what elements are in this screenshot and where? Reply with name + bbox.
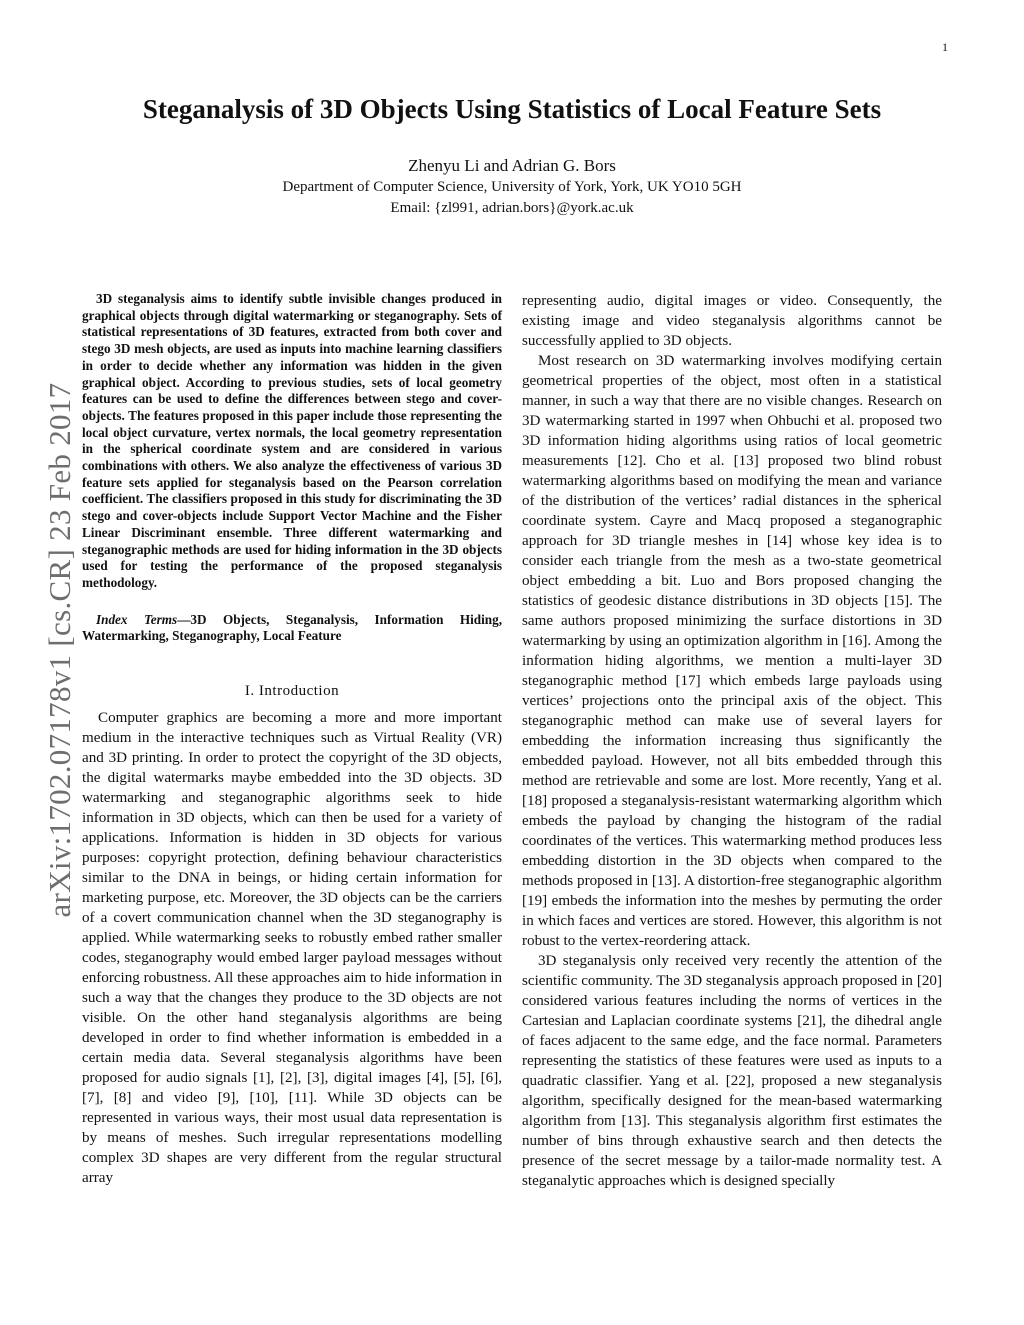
index-terms xyxy=(82,612,502,645)
left-column xyxy=(82,291,502,1188)
right-paragraph-1: representing audio, digital images or video. Consequently, the existing image and video steganalysis algorithms cannot be successfully applied to 3D objects. xyxy=(522,293,942,349)
abstract: 3D steganalysis aims to identify subtle invisible changes produced in graphical objects through digital watermarking or steganography. Sets of statistical representations of 3D features, extracted from both cover and stego 3D mesh objects, are used as inputs into machine learning classifiers in order to decide whether any information was hidden in the given graphical object. According to previous studies, sets of local geometry features can be used to define the differences between stego and cover-objects. The features proposed in this paper include those representing the local object curvature, vertex normals, the local geometry representation in the spherical coordinate system and are considered in various combinations with others. We also analyze the effectiveness of various 3D feature sets applied for steganalysis based on the Pearson correlation coefficient. The classifiers proposed in this study for discriminating the 3D stego and cover-objects include Support Vector Machine and the Fisher Linear Discriminant ensemble. Three different watermarking and steganographic methods are used for hiding information in the 3D objects used for testing the performance of the proposed steganalysis methodology. xyxy=(82,291,502,590)
right-column xyxy=(522,291,942,1191)
index-terms-label: Index Terms xyxy=(96,611,178,627)
authors: Zhenyu Li and Adrian G. Bors xyxy=(408,156,616,175)
right-paragraph-2: Most research on 3D watermarking involves modifying certain geometrical properties of the object, most often in a statistical manner, in such a way that there are no visible changes. Research on 3D watermarking started in 1997 when Ohbuchi et al. proposed two 3D information hiding algorithms using ratios of local geometric measurements [12]. Cho et al. [13] proposed two blind robust watermarking algorithms based on modifying the mean and variance of the distribution of the vertices’ radial distances in the spherical coordinate system. Cayre and Macq proposed a steganographic approach for 3D triangle meshes in [14] whose key idea is to consider each triangle from the mesh as a two-state geometrical object embedding a bit. Luo and Bors proposed changing the statistics of geodesic distance distributions in 3D objects [15]. The same authors proposed minimizing the surface distortions in 3D watermarking by using an optimization algorithm in [16]. Among the information hiding algorithms, we mention a multi-layer 3D steganographic method [17] which embeds large payloads using vertices’ projections onto the principal axis of the object. This steganographic method can make use of several layers for embedding the information increasing thus significantly the embedded payload. However, not all bits embedded through this method are retrievable and some are lost. More recently, Yang et al. [18] proposed a steganalysis-resistant watermarking algorithm which embeds the payload by changing the histogram of the radial coordinates of the vertices. This watermarking method produces less embedding distortion in the 3D objects when compared to the methods proposed in [13]. A distortion-free steganographic algorithm [19] embeds the information into the meshes by permuting the order in which faces and vertices are stored. However, this algorithm is not robust to the vertex-reordering attack. xyxy=(522,353,942,949)
section-heading-introduction: I. Introduction xyxy=(244,683,340,700)
paper-title: Steganalysis of 3D Objects Using Statistics of Local Feature Sets xyxy=(142,94,882,124)
intro-paragraph: Computer graphics are becoming a more and more important medium in the interactive techniques such as Virtual Reality (VR) and 3D printing. In order to protect the copyright of the 3D objects, the digital watermarks maybe embedded into the 3D objects. 3D watermarking and steganographic algorithms seek to hide information in 3D objects, which can then be used for a variety of applications. Information is hidden in 3D objects for various purposes: copyright protection, defining behaviour characteristics similar to the DNA in beings, or hiding certain information for marketing purpose, etc. Moreover, the 3D objects can be the carriers of a covert communication channel when the 3D steganography is applied. While watermarking seeks to robustly embed rather smaller codes, steganography would embed larger payload messages without enforcing robustness. All these approaches aim to hide information in such a way that the changes they produce to the 3D objects are not visible. On the other hand steganalysis algorithms are being developed in order to find whether information is embedded in a certain media data. Several steganalysis algorithms have been proposed for audio signals [1], [2], [3], digital images [4], [5], [6], [7], [8] and video [9], [10], [11]. While 3D objects can be represented in various ways, their most usual data representation is by means of meshes. Such irregular representations modelling complex 3D shapes are very different from the regular structural array xyxy=(82,710,503,1187)
arxiv-stamp: arXiv:1702.07178v1 [cs.CR] 23 Feb 2017 xyxy=(42,382,77,918)
affiliation: Department of Computer Science, University of York, York, UK YO10 5GH xyxy=(282,179,742,195)
page-number: 1 xyxy=(942,40,948,54)
index-terms-list: —3D Objects, Steganalysis, Information Hiding, Watermarking, Steganography, Local Feature xyxy=(82,611,502,644)
email: Email: {zl991, adrian.bors}@york.ac.uk xyxy=(390,200,634,216)
right-paragraph-3: 3D steganalysis only received very recently the attention of the scientific community. The 3D steganalysis approach proposed in [20] considered various features including the norms of vertices in the Cartesian and Laplacian coordinate systems [21], the dihedral angle of faces adjacent to the same edge, and the face normal. Parameters representing the statistics of these features were used as inputs to a quadratic classifier. Yang et al. [22], proposed a new steganalysis algorithm, specifically designed for the mean-based watermarking algorithm from [13]. This steganalysis algorithm first estimates the number of bins through exhaustive search and then detects the presence of the secret message by a tailor-made normality test. A steganalytic approaches which is designed specially xyxy=(522,953,942,1189)
